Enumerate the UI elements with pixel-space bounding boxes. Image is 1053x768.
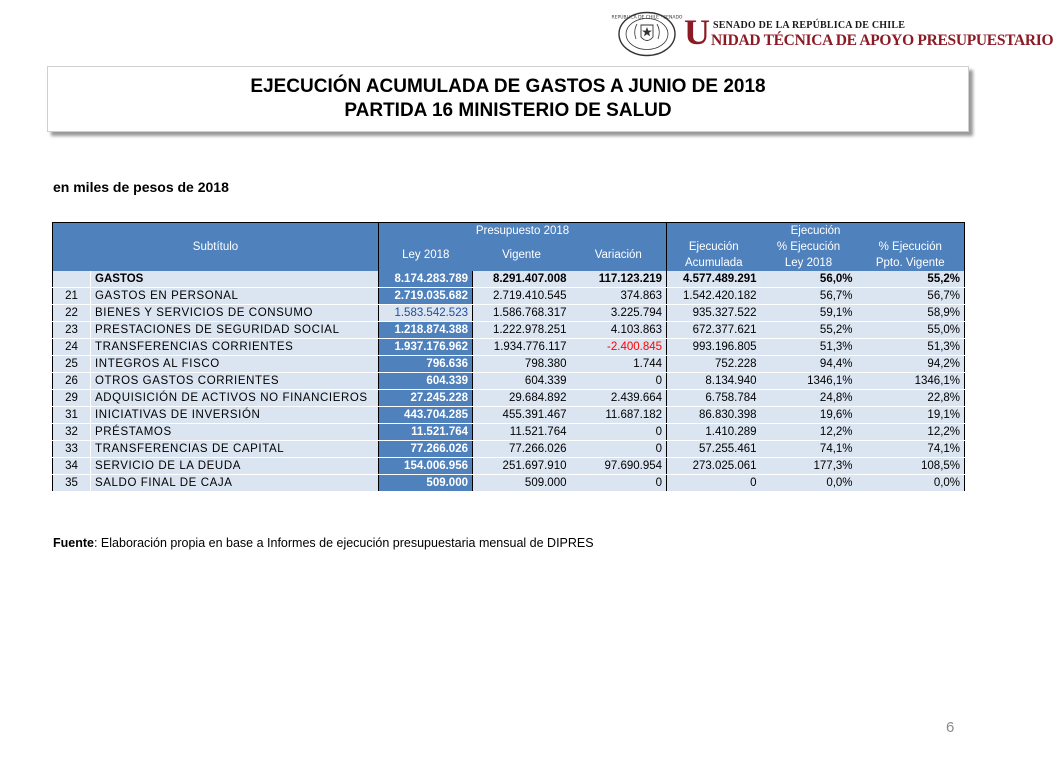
row-ley-2018: 604.339	[379, 373, 473, 390]
row-ejecucion-acumulada: 0	[667, 475, 761, 492]
row-pct-vigente: 108,5%	[857, 458, 965, 475]
row-description: INTEGROS AL FISCO	[91, 356, 379, 373]
table-row	[53, 322, 965, 339]
row-ejecucion-acumulada: 57.255.461	[667, 441, 761, 458]
row-vigente: 798.380	[473, 356, 571, 373]
row-variacion: 0	[571, 475, 667, 492]
seal-text: REPÚBLICA DE CHILE · SENADO	[611, 15, 683, 21]
title-line-2: PARTIDA 16 MINISTERIO DE SALUD	[344, 100, 672, 121]
row-vigente: 251.697.910	[473, 458, 571, 475]
row-variacion: 1.744	[571, 356, 667, 373]
row-description: TRANSFERENCIAS DE CAPITAL	[91, 441, 379, 458]
source-label: Fuente	[53, 536, 94, 550]
header-ejecucion: Ejecución	[667, 223, 965, 240]
row-ley-2018: 1.583.542.523	[379, 305, 473, 322]
table-row	[53, 390, 965, 407]
row-pct-vigente: 0,0%	[857, 475, 965, 492]
row-code	[53, 271, 91, 288]
row-description: INICIATIVAS DE INVERSIÓN	[91, 407, 379, 424]
row-pct-ley: 51,3%	[761, 339, 857, 356]
table-row	[53, 356, 965, 373]
row-vigente: 8.291.407.008	[473, 271, 571, 288]
budget-table	[52, 222, 965, 492]
row-ley-2018: 1.218.874.388	[379, 322, 473, 339]
row-pct-ley: 56,0%	[761, 271, 857, 288]
table-row	[53, 288, 965, 305]
row-ejecucion-acumulada: 752.228	[667, 356, 761, 373]
row-description: GASTOS	[91, 271, 379, 288]
row-variacion: 374.863	[571, 288, 667, 305]
row-variacion: 97.690.954	[571, 458, 667, 475]
header-variacion: Variación	[571, 239, 667, 271]
logo-initial: U	[684, 12, 710, 52]
row-description: PRESTACIONES DE SEGURIDAD SOCIAL	[91, 322, 379, 339]
row-code: 24	[53, 339, 91, 356]
row-ley-2018: 154.006.956	[379, 458, 473, 475]
row-description: ADQUISICIÓN DE ACTIVOS NO FINANCIEROS	[91, 390, 379, 407]
row-pct-ley: 177,3%	[761, 458, 857, 475]
row-ejecucion-acumulada: 86.830.398	[667, 407, 761, 424]
table-row	[53, 407, 965, 424]
row-ejecucion-acumulada: 993.196.805	[667, 339, 761, 356]
row-ejecucion-acumulada: 273.025.061	[667, 458, 761, 475]
row-ley-2018: 77.266.026	[379, 441, 473, 458]
row-ley-2018: 443.704.285	[379, 407, 473, 424]
row-pct-vigente: 74,1%	[857, 441, 965, 458]
row-pct-vigente: 51,3%	[857, 339, 965, 356]
row-ejecucion-acumulada: 6.758.784	[667, 390, 761, 407]
page-number: 6	[946, 719, 955, 736]
source-note	[53, 536, 594, 550]
table-row	[53, 458, 965, 475]
row-code: 35	[53, 475, 91, 492]
title-box	[47, 66, 969, 132]
row-code: 26	[53, 373, 91, 390]
row-pct-ley: 55,2%	[761, 322, 857, 339]
row-pct-ley: 0,0%	[761, 475, 857, 492]
row-pct-vigente: 19,1%	[857, 407, 965, 424]
title-line-1: EJECUCIÓN ACUMULADA DE GASTOS A JUNIO DE 2018	[250, 76, 766, 97]
row-pct-vigente: 22,8%	[857, 390, 965, 407]
row-ejecucion-acumulada: 672.377.621	[667, 322, 761, 339]
header-ejecucion-acumulada: Ejecución Acumulada	[667, 239, 761, 271]
units-label: en miles de pesos de 2018	[53, 179, 229, 195]
logo-superscript: SENADO DE LA REPÚBLICA DE CHILE	[713, 20, 906, 31]
table-row	[53, 339, 965, 356]
row-pct-ley: 59,1%	[761, 305, 857, 322]
row-pct-ley: 19,6%	[761, 407, 857, 424]
row-variacion: 117.123.219	[571, 271, 667, 288]
logo-main-text: NIDAD TÉCNICA DE APOYO PRESUPUESTARIO	[711, 32, 1053, 49]
row-code: 21	[53, 288, 91, 305]
table-row	[53, 475, 965, 492]
row-description: SERVICIO DE LA DEUDA	[91, 458, 379, 475]
row-vigente: 77.266.026	[473, 441, 571, 458]
row-pct-ley: 94,4%	[761, 356, 857, 373]
row-code: 31	[53, 407, 91, 424]
row-vigente: 1.586.768.317	[473, 305, 571, 322]
row-ley-2018: 796.636	[379, 356, 473, 373]
row-pct-ley: 1346,1%	[761, 373, 857, 390]
header-pct-ley: % Ejecución Ley 2018	[761, 239, 857, 271]
row-pct-vigente: 94,2%	[857, 356, 965, 373]
row-vigente: 1.934.776.117	[473, 339, 571, 356]
row-ley-2018: 2.719.035.682	[379, 288, 473, 305]
row-ejecucion-acumulada: 8.134.940	[667, 373, 761, 390]
header-presupuesto: Presupuesto 2018	[379, 223, 667, 240]
row-variacion: 11.687.182	[571, 407, 667, 424]
row-variacion: 4.103.863	[571, 322, 667, 339]
unidad-tecnica-logo	[684, 12, 1053, 54]
row-variacion: 2.439.664	[571, 390, 667, 407]
row-pct-ley: 74,1%	[761, 441, 857, 458]
row-pct-vigente: 1346,1%	[857, 373, 965, 390]
row-code: 22	[53, 305, 91, 322]
row-vigente: 604.339	[473, 373, 571, 390]
senado-seal-icon	[611, 11, 683, 57]
table-row	[53, 441, 965, 458]
row-code: 29	[53, 390, 91, 407]
row-ley-2018: 509.000	[379, 475, 473, 492]
row-ejecucion-acumulada: 4.577.489.291	[667, 271, 761, 288]
row-vigente: 2.719.410.545	[473, 288, 571, 305]
row-ejecucion-acumulada: 1.542.420.182	[667, 288, 761, 305]
row-vigente: 455.391.467	[473, 407, 571, 424]
table-row	[53, 424, 965, 441]
row-pct-ley: 56,7%	[761, 288, 857, 305]
header-vigente: Vigente	[473, 239, 571, 271]
row-description: TRANSFERENCIAS CORRIENTES	[91, 339, 379, 356]
table-row	[53, 305, 965, 322]
row-ley-2018: 8.174.283.789	[379, 271, 473, 288]
row-variacion: -2.400.845	[571, 339, 667, 356]
row-pct-ley: 24,8%	[761, 390, 857, 407]
source-text: : Elaboración propia en base a Informes de ejecución presupuestaria mensual de DIPRES	[93, 536, 594, 550]
row-variacion: 3.225.794	[571, 305, 667, 322]
row-description: PRÉSTAMOS	[91, 424, 379, 441]
row-code: 23	[53, 322, 91, 339]
row-vigente: 1.222.978.251	[473, 322, 571, 339]
row-description: BIENES Y SERVICIOS DE CONSUMO	[91, 305, 379, 322]
row-vigente: 29.684.892	[473, 390, 571, 407]
row-code: 32	[53, 424, 91, 441]
row-pct-vigente: 12,2%	[857, 424, 965, 441]
header-subtitulo: Subtítulo	[53, 223, 379, 272]
row-pct-vigente: 55,2%	[857, 271, 965, 288]
row-vigente: 509.000	[473, 475, 571, 492]
row-description: GASTOS EN PERSONAL	[91, 288, 379, 305]
row-ley-2018: 1.937.176.962	[379, 339, 473, 356]
row-code: 25	[53, 356, 91, 373]
row-ejecucion-acumulada: 935.327.522	[667, 305, 761, 322]
row-description: SALDO FINAL DE CAJA	[91, 475, 379, 492]
header-pct-vigente: % Ejecución Ppto. Vigente	[857, 239, 965, 271]
row-pct-ley: 12,2%	[761, 424, 857, 441]
row-pct-vigente: 55,0%	[857, 322, 965, 339]
row-code: 33	[53, 441, 91, 458]
row-ejecucion-acumulada: 1.410.289	[667, 424, 761, 441]
row-vigente: 11.521.764	[473, 424, 571, 441]
row-variacion: 0	[571, 424, 667, 441]
row-ley-2018: 11.521.764	[379, 424, 473, 441]
row-variacion: 0	[571, 373, 667, 390]
row-variacion: 0	[571, 441, 667, 458]
table-row	[53, 373, 965, 390]
row-pct-vigente: 56,7%	[857, 288, 965, 305]
row-description: OTROS GASTOS CORRIENTES	[91, 373, 379, 390]
table-row	[53, 271, 965, 288]
row-code: 34	[53, 458, 91, 475]
row-ley-2018: 27.245.228	[379, 390, 473, 407]
header-ley: Ley 2018	[379, 239, 473, 271]
row-pct-vigente: 58,9%	[857, 305, 965, 322]
